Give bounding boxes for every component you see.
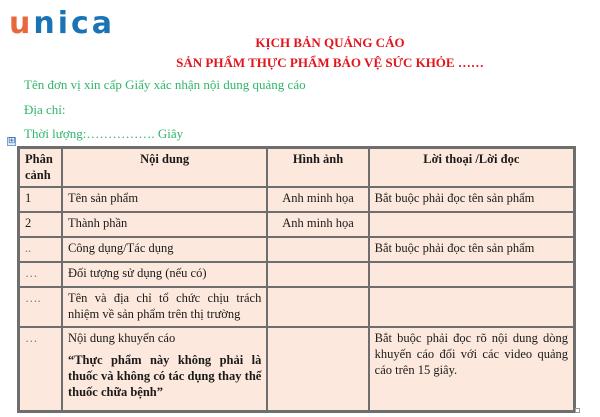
- cell-scene: 2: [19, 212, 62, 237]
- header-voice: Lời thoại /Lời đọc: [369, 148, 574, 187]
- cell-scene: ….: [19, 287, 62, 327]
- table-row: [19, 187, 574, 212]
- cell-scene: 1: [19, 187, 62, 212]
- cell-image: [267, 327, 368, 411]
- warning-label: Nội dung khuyến cáo: [67, 331, 176, 345]
- script-table: [17, 146, 576, 413]
- cell-voice: [369, 262, 574, 287]
- cell-image: [267, 237, 368, 262]
- duration-line: Thời lượng:……………. Giây: [24, 126, 184, 141]
- cell-voice: Bắt buộc phải đọc rõ nội dung dòng khuyến cáo đối với các video quảng cáo trên 15 giây.: [369, 327, 574, 411]
- cell-voice: Bắt buộc phải đọc tên sản phẩm: [369, 187, 574, 212]
- cell-content: Tên sản phẩm: [62, 187, 267, 212]
- cell-content: Tên và địa chỉ tổ chức chịu trách nhiệm về sản phẩm trên thị trường: [62, 287, 267, 327]
- table-resize-handle[interactable]: [575, 408, 580, 413]
- table-row: [19, 327, 574, 411]
- header-image: Hình ảnh: [267, 148, 368, 187]
- header-content: Nội dung: [62, 148, 267, 187]
- cell-content: Thành phần: [62, 212, 267, 237]
- cell-content: Đối tượng sử dụng (nếu có): [62, 262, 267, 287]
- header-scene: Phân cảnh: [19, 148, 62, 187]
- table-row: [19, 212, 574, 237]
- cell-image: Anh minh họa: [267, 187, 368, 212]
- cell-scene: …: [19, 262, 62, 287]
- cell-image: [267, 287, 368, 327]
- table-row: [19, 237, 574, 262]
- cell-scene: ..: [19, 237, 62, 262]
- cell-content: [62, 327, 267, 411]
- cell-content: Công dụng/Tác dụng: [62, 237, 267, 262]
- table-move-handle-icon[interactable]: ⊞: [8, 136, 16, 146]
- unica-logo: unica: [9, 6, 116, 41]
- cell-voice: [369, 287, 574, 327]
- cell-voice: [369, 212, 574, 237]
- warning-quote: “Thực phẩm này không phải là thuốc và không có tác dụng thay thế thuốc chữa bệnh”: [67, 353, 262, 399]
- table-row: [19, 287, 574, 327]
- table-row: [19, 262, 574, 287]
- unit-name-line: Tên đơn vị xin cấp Giấy xác nhận nội dung quảng cáo: [24, 77, 306, 92]
- cell-image: [267, 262, 368, 287]
- cell-scene: …: [19, 327, 62, 411]
- table-header-row: [19, 148, 574, 187]
- cell-image: Anh minh họa: [267, 212, 368, 237]
- document-subtitle: SẢN PHẨM THỰC PHẨM BẢO VỆ SỨC KHỎE ……: [176, 55, 484, 70]
- address-line: Địa chỉ:: [24, 102, 66, 117]
- document-title: KỊCH BẢN QUẢNG CÁO: [255, 35, 405, 50]
- cell-voice: Bắt buộc phải đọc tên sản phẩm: [369, 237, 574, 262]
